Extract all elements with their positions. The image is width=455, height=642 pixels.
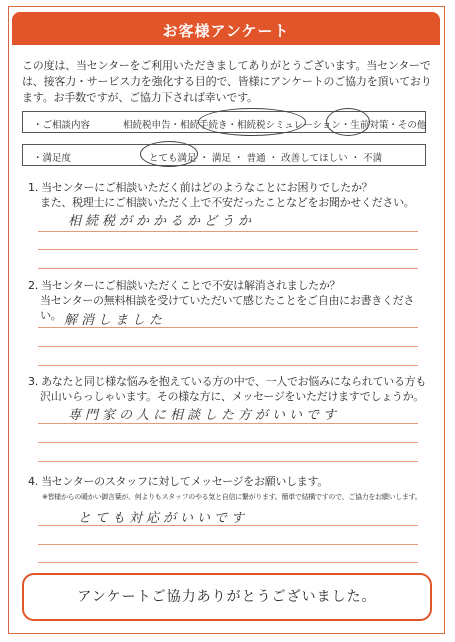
- q4-note: ※皆様からの暖かい御言葉が、何よりもスタッフのやる気と自信に繋がります。簡単で結構ですので、ご協力をお願いします。: [42, 493, 422, 501]
- q2-line2: 当センターの無料相談を受けていただいて感じたことをご自由にお書きください。: [40, 294, 415, 322]
- q4-line1: 4. 当センターのスタッフに対してメッセージをお願いします。: [28, 475, 329, 488]
- satisfaction-options: とても満足 ・ 満足 ・ 普通 ・ 改善してほしい ・ 不満: [149, 153, 383, 164]
- answer-line: [38, 562, 418, 563]
- answer-line: [38, 461, 418, 462]
- answer-line: [38, 544, 418, 545]
- answer-line: [38, 268, 418, 269]
- q2-line1: 2. 当センターにご相談いただくことで不安は解消されましたか？: [28, 279, 341, 292]
- answer-line: [38, 525, 418, 526]
- thanks-box: アンケートご協力ありがとうございました。: [22, 573, 432, 621]
- answer-line: [38, 365, 418, 366]
- circle-mark: [326, 108, 370, 136]
- q1-line2: また、税理士にご相談いただく上で不安だったことなどをお聞かせください。: [40, 196, 415, 209]
- question-3: [28, 374, 433, 404]
- q4-answer: とても対応がいいです: [78, 511, 249, 526]
- q1-answer: 相続税がかかるかどうか: [68, 214, 256, 229]
- q3-line1: 3. あなたと同じ様な悩みを抱えている方の中で、一人でお悩みになられている方も: [28, 375, 427, 388]
- question-4: [28, 474, 433, 489]
- satisfaction-label: ・満足度: [33, 153, 72, 164]
- consult-label: ・ご相談内容: [33, 120, 91, 131]
- q2-answer: 解消しました: [64, 313, 167, 328]
- answer-line: [38, 442, 418, 443]
- answer-line: [38, 231, 418, 232]
- answer-line: [38, 249, 418, 250]
- page-title: お客様アンケート: [162, 22, 290, 40]
- title-bar: [12, 12, 440, 45]
- satisfaction-box: [22, 144, 426, 166]
- intro-text: この度は、当センターをご利用いただきましてありがとうございます。当センターでは、接客力・サービス力を強化する目的で、皆様にアンケートのご協力を頂いております。お手数ですが、ご協力下されば幸いです。: [22, 59, 432, 104]
- answer-line: [38, 346, 418, 347]
- circle-mark: [198, 108, 306, 136]
- consult-options: 相続税申告・相続手続き・相続税シミュレーション・生前対策・その他: [123, 120, 427, 131]
- answer-line: [38, 327, 418, 328]
- q1-line1: 1. 当センターにご相談いただく前はどのようなことにお困りでしたか？: [28, 181, 373, 194]
- circle-mark: [140, 141, 198, 167]
- q3-answer: 専門家の人に相談した方がいいです: [68, 408, 341, 423]
- question-1: [28, 180, 433, 210]
- q3-line2: 沢山いらっしゃいます。その様な方に、メッセージをいただけますでしょうか。: [40, 390, 424, 403]
- answer-line: [38, 423, 418, 424]
